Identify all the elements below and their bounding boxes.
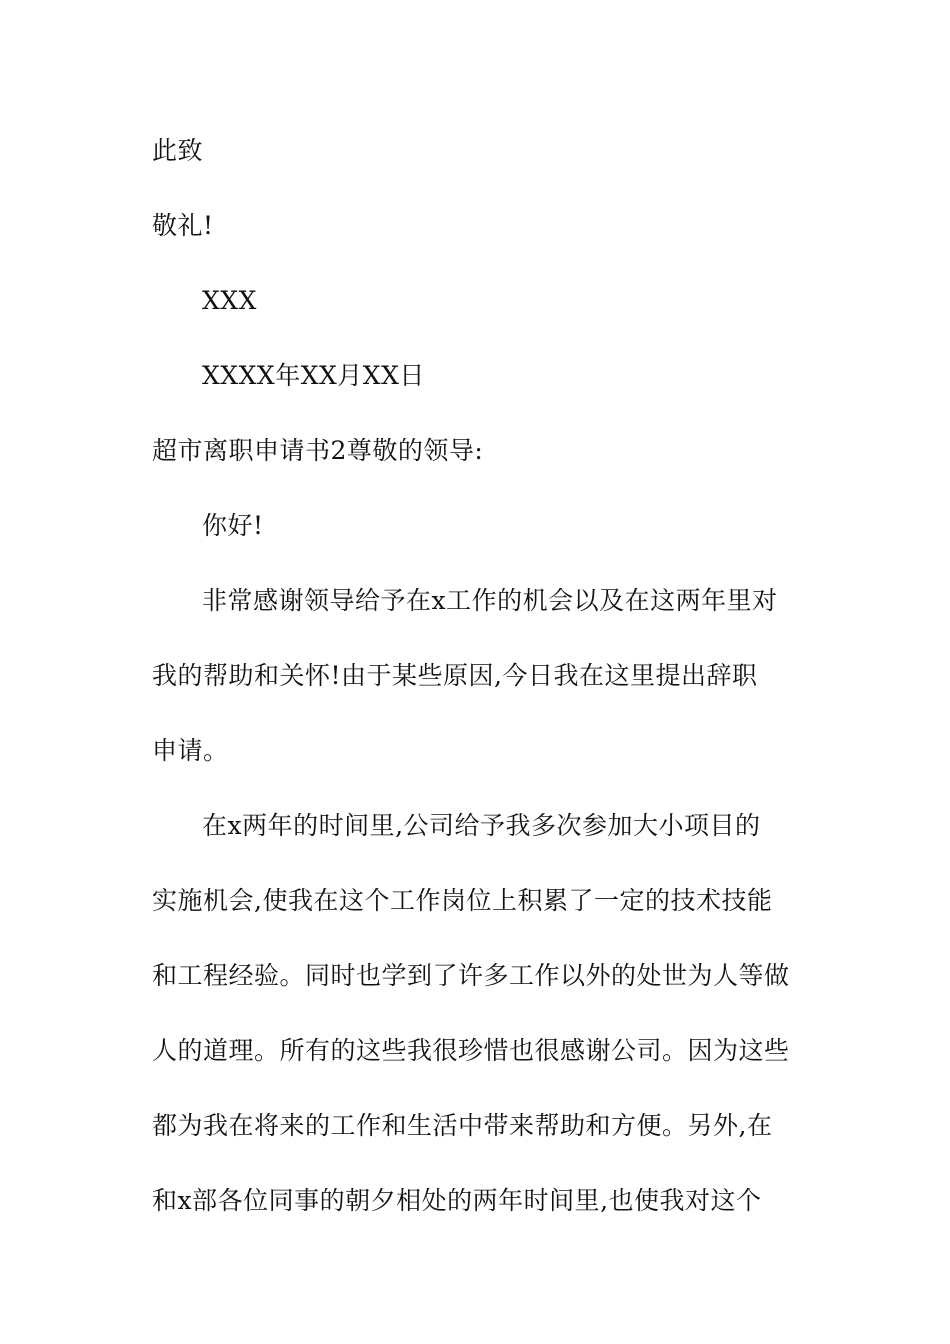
- closing-line-2: 敬礼!: [152, 211, 214, 240]
- signature: XXX: [202, 286, 257, 315]
- body-line: 人的道理。所有的这些我很珍惜也很感谢公司。因为这些: [152, 1036, 790, 1065]
- body-line: 我的帮助和关怀!由于某些原因,今日我在这里提出辞职: [152, 661, 758, 690]
- body-line: 和工程经验。同时也学到了许多工作以外的处世为人等做: [152, 961, 790, 990]
- body-line: 申请。: [152, 736, 229, 765]
- body-line: 和x部各位同事的朝夕相处的两年时间里,也使我对这个: [152, 1186, 762, 1215]
- body-line: 都为我在将来的工作和生活中带来帮助和方便。另外,在: [152, 1111, 773, 1140]
- closing-line-1: 此致: [152, 136, 204, 165]
- body-line: 实施机会,使我在这个工作岗位上积累了一定的技术技能: [152, 886, 773, 915]
- date: XXXX年XX月XX日: [202, 361, 425, 390]
- body-line: 非常感谢领导给予在x工作的机会以及在这两年里对: [202, 586, 778, 615]
- letter-heading: 超市离职申请书2尊敬的领导:: [152, 436, 484, 465]
- body-line: 在x两年的时间里,公司给予我多次参加大小项目的: [202, 811, 761, 840]
- greeting: 你好!: [202, 511, 264, 540]
